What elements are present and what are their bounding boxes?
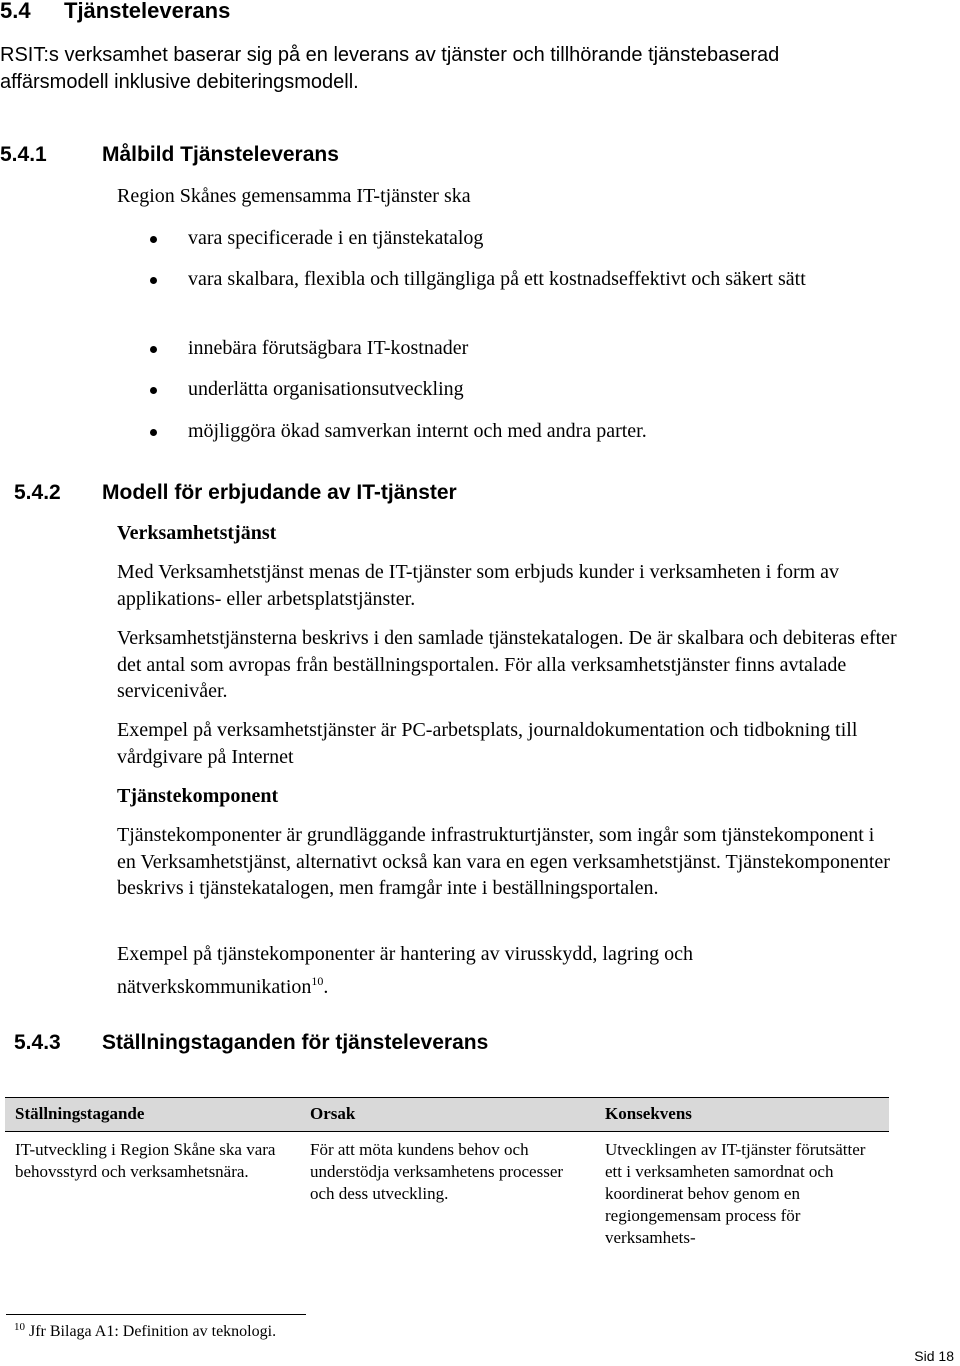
section-title: Tjänsteleverans xyxy=(64,0,231,23)
footnote-number: 10 xyxy=(14,1321,25,1333)
table-header: Konsekvens xyxy=(595,1098,889,1132)
bullet-icon xyxy=(150,346,157,353)
paragraph: Exempel på verksamhetstjänster är PC-arbetsplats, journaldokumentation och tidbokning till vårdgivare på Internet xyxy=(117,719,858,768)
subsection-heading-1 xyxy=(0,143,339,167)
subsection-number: 5.4.1 xyxy=(0,143,47,166)
bullet-icon xyxy=(150,277,157,284)
table-row xyxy=(5,1132,889,1254)
section-heading xyxy=(0,0,230,24)
table-header: Orsak xyxy=(300,1098,595,1132)
paragraph: Verksamhetstjänsterna beskrivs i den samlade tjänstekatalogen. De är skalbara och debiteras efter det antal som avropas från beställningsportalen. För alla verksamhetstjänster finns avtalade servicenivåer. xyxy=(117,627,897,702)
tjanstekomponent-heading: Tjänstekomponent xyxy=(117,785,279,807)
table-header-row xyxy=(5,1098,889,1132)
subsection-number: 5.4.2 xyxy=(14,481,61,504)
stance-table xyxy=(5,1097,889,1253)
subsection-number: 5.4.3 xyxy=(14,1031,61,1054)
table-cell: IT-utveckling i Region Skåne ska vara behovsstyrd och verksamhetsnära. xyxy=(15,1140,276,1181)
paragraph xyxy=(117,941,897,1000)
bullet-icon xyxy=(150,236,157,243)
table-cell: För att möta kundens behov och understödja verksamhetens processer och dess utveckling. xyxy=(310,1140,564,1203)
subsection-title: Målbild Tjänsteleverans xyxy=(102,143,339,166)
subsection-title: Ställningstaganden för tjänsteleverans xyxy=(102,1031,489,1054)
bullet-icon xyxy=(150,429,157,436)
paragraph: Tjänstekomponenter är grundläggande infrastrukturtjänster, som ingår som tjänstekomponent i en Verksamhetstjänst, alternativt också kan vara en egen verksamhetstjänst. Tjänstekomponenter beskrivs i tjänstekatalogen, men framgår inte i beställningsportalen. xyxy=(117,824,890,899)
lead-text: Region Skånes gemensamma IT-tjänster ska xyxy=(117,185,471,207)
paragraph: Med Verksamhetstjänst menas de IT-tjänster som erbjuds kunder i verksamheten i form av applikations- eller arbetsplatstjänster. xyxy=(117,561,840,610)
table-cell: Utvecklingen av IT-tjänster förutsätter ett i verksamheten samordnat och koordinerat behov genom en regiongemensam process för verksamhets- xyxy=(605,1140,866,1247)
page-number: Sid 18 xyxy=(914,1348,954,1364)
list-item-text: vara skalbara, flexibla och tillgängliga på ett kostnadseffektivt och säkert sätt xyxy=(188,268,806,290)
table-header: Ställningstagande xyxy=(5,1098,300,1132)
footnote-text: Jfr Bilaga A1: Definition av teknologi. xyxy=(29,1323,277,1340)
subsection-heading-3 xyxy=(14,1031,488,1055)
bullet-icon xyxy=(150,387,157,394)
subsection-title: Modell för erbjudande av IT-tjänster xyxy=(102,481,457,504)
subsection-heading-2 xyxy=(14,481,457,505)
verksamhetstjanst-heading: Verksamhetstjänst xyxy=(117,522,277,544)
list-item-text: vara specificerade i en tjänstekatalog xyxy=(188,227,484,249)
section-number: 5.4 xyxy=(0,0,31,23)
footnote xyxy=(14,1321,276,1341)
footnote-ref[interactable]: 10 xyxy=(311,973,324,988)
intro-paragraph: RSIT:s verksamhet baserar sig på en leverans av tjänster och tillhörande tjänstebaserad affärsmodell inklusive debiteringsmodell. xyxy=(0,44,780,93)
footnote-divider xyxy=(6,1314,306,1315)
paragraph-text: Exempel på tjänstekomponenter är hantering av virusskydd, lagring och nätverkskommunikation xyxy=(117,943,693,998)
list-item-text: innebära förutsägbara IT-kostnader xyxy=(188,337,469,359)
paragraph-end: . xyxy=(323,975,329,998)
list-item-text: underlätta organisationsutveckling xyxy=(188,378,464,400)
list-item-text: möjliggöra ökad samverkan internt och med andra parter. xyxy=(188,420,647,442)
